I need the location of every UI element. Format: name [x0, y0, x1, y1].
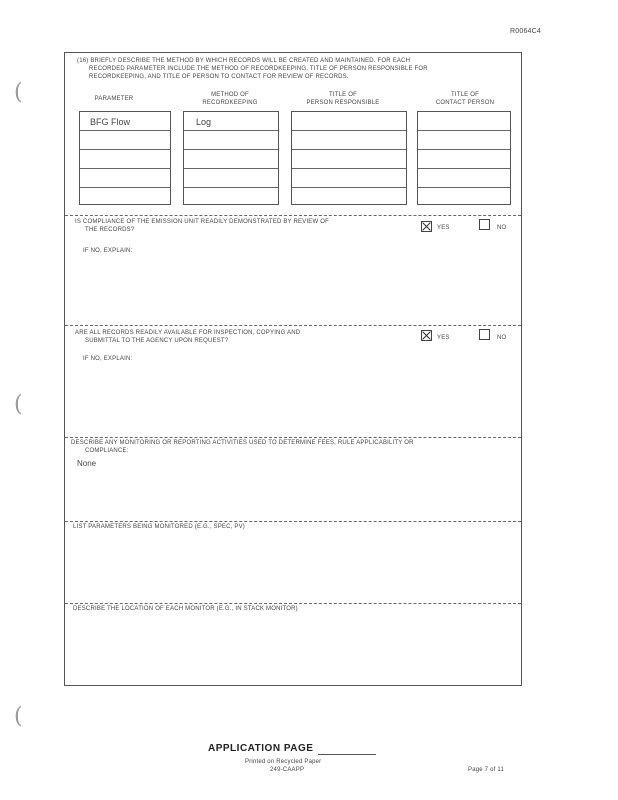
binder-hole-bottom: ( [14, 704, 23, 729]
section-a-question [77, 57, 517, 81]
section-d-answer[interactable]: None [77, 459, 97, 468]
col-header-person-responsible: TITLE OF PERSON RESPONSIBLE [306, 92, 380, 106]
section-a-line1: (16) BRIEFLY DESCRIBE THE METHOD BY WHICH RECORDS WILL BE CREATED AND MAINTAINED. FOR EACH [77, 58, 411, 64]
section-d-question: DESCRIBE ANY MONITORING OR REPORTING ACTIVITIES USED TO DETERMINE FEES, RULE APPLICABILITY OR COMPLIANCE: [71, 440, 414, 454]
footer-title-underline [318, 754, 376, 755]
section-e-divider [65, 521, 521, 522]
section-b-no-checkbox[interactable] [479, 219, 490, 230]
section-c-question: ARE ALL RECORDS READILY AVAILABLE FOR INSPECTION, COPYING AND SUBMITTAL TO THE AGENCY UPON REQUEST? [75, 330, 301, 344]
section-a-line2: RECORDED PARAMETER INCLUDE THE METHOD OF RECORDKEEPING, TITLE OF PERSON RESPONSIBLE FOR [89, 66, 428, 72]
col-header-method: METHOD OF RECORDKEEPING [202, 92, 258, 106]
person-responsible-column [291, 111, 407, 205]
footer-title: APPLICATION PAGE [208, 743, 314, 754]
section-b-divider [65, 215, 521, 216]
method-column [183, 111, 279, 205]
section-c-no-label: NO [497, 335, 507, 341]
section-a-line3: RECORDKEEPING, AND TITLE OF PERSON TO CONTACT FOR REVIEW OF RECORDS. [89, 74, 349, 80]
section-b-yes-checkbox[interactable] [421, 221, 432, 232]
section-c-no-checkbox[interactable] [479, 329, 490, 340]
footer-page-number: Page 7 of 11 [468, 767, 504, 773]
section-c-divider [65, 325, 521, 326]
binder-hole-middle: ( [14, 392, 23, 417]
section-b-explain-label: IF NO, EXPLAIN: [83, 248, 133, 254]
section-e-question: LIST PARAMETERS BEING MONITORED (E.G., SPEC, PV) [73, 524, 245, 530]
section-d-divider [65, 437, 521, 438]
section-c-yes-checkbox[interactable] [421, 330, 432, 341]
section-c-yes-label: YES [437, 335, 450, 341]
contact-person-column [417, 111, 511, 205]
footer-form-number: 249-CAAPP [270, 767, 305, 773]
parameter-column [79, 111, 171, 205]
section-b-no-label: NO [497, 225, 507, 231]
parameter-value-1[interactable]: BFG Flow [90, 117, 131, 127]
section-b-question: IS COMPLIANCE OF THE EMISSION UNIT READILY DEMONSTRATED BY REVIEW OF THE RECORDS? [75, 219, 329, 233]
footer-printed-note: Printed on Recycled Paper [245, 759, 322, 765]
application-form [64, 52, 522, 686]
section-f-divider [65, 603, 521, 604]
page-id: R0064C4 [510, 28, 541, 35]
col-header-parameter: PARAMETER [94, 96, 134, 102]
binder-hole-top: ( [14, 80, 23, 105]
col-header-contact-person: TITLE OF CONTACT PERSON [435, 92, 495, 106]
section-b-yes-label: YES [437, 225, 450, 231]
method-value-1[interactable]: Log [196, 117, 212, 127]
section-c-explain-label: IF NO, EXPLAIN: [83, 356, 133, 362]
section-f-question: DESCRIBE THE LOCATION OF EACH MONITOR (E.G., IN STACK MONITOR) [73, 606, 298, 612]
